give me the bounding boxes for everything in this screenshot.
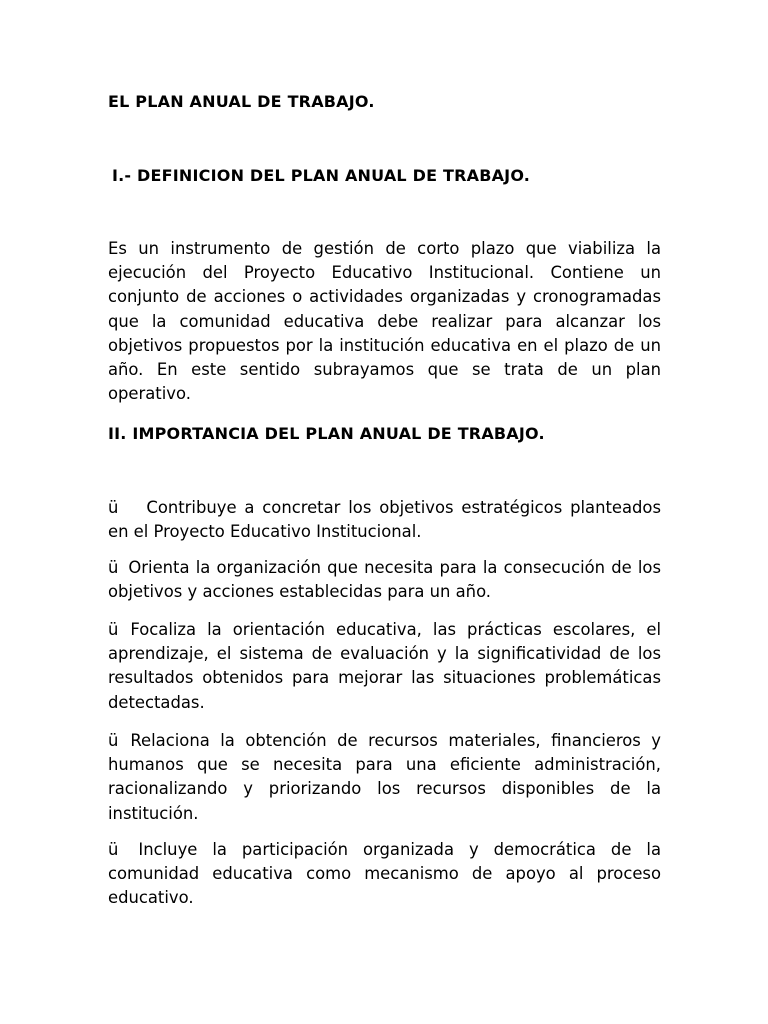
bullet-check-icon: ü [108, 731, 119, 750]
bullet-text: Relaciona la obtención de recursos materiales, financieros y humanos que se necesita para una eficiente administración, racionalizando y priorizando los recursos disponibles de la institución. [108, 731, 661, 823]
bullet-text: Contribuye a concretar los objetivos estratégicos planteados en el Proyecto Educativo Institucional. [108, 498, 661, 542]
bullet-check-icon: ü [108, 840, 119, 859]
section-heading-importancia: II. IMPORTANCIA DEL PLAN ANUAL DE TRABAJO. [108, 424, 545, 443]
document-title: EL PLAN ANUAL DE TRABAJO. [108, 92, 375, 111]
bullet-text: Focaliza la orientación educativa, las prácticas escolares, el aprendizaje, el sistema de evaluación y la significatividad de los resultados obtenidos para mejorar las situaciones problemáticas detectadas. [108, 620, 661, 712]
bullet-text: Incluye la participación organizada y democrática de la comunidad educativa como mecanismo de apoyo al proceso educativo. [108, 840, 661, 908]
bullet-item [108, 496, 661, 544]
bullet-check-icon: ü [108, 498, 119, 517]
bullet-check-icon: ü [108, 558, 119, 577]
bullet-text: Orienta la organización que necesita para la consecución de los objetivos y acciones establecidas para un año. [108, 558, 661, 602]
section-heading-definicion: I.- DEFINICION DEL PLAN ANUAL DE TRABAJO. [112, 166, 531, 185]
bullet-item [108, 838, 661, 911]
bullet-item [108, 556, 661, 604]
bullet-check-icon: ü [108, 620, 119, 639]
bullet-item [108, 618, 661, 715]
intro-paragraph: Es un instrumento de gestión de corto plazo que viabiliza la ejecución del Proyecto Educativo Institucional. Contiene un conjunto de acciones o actividades organizadas y cronogramadas que la comunidad educativa debe realizar para alcanzar los objetivos propuestos por la institución educativa en el plazo de un año. En este sentido subrayamos que se trata de un plan operativo. [108, 239, 661, 404]
bullet-item [108, 729, 661, 826]
